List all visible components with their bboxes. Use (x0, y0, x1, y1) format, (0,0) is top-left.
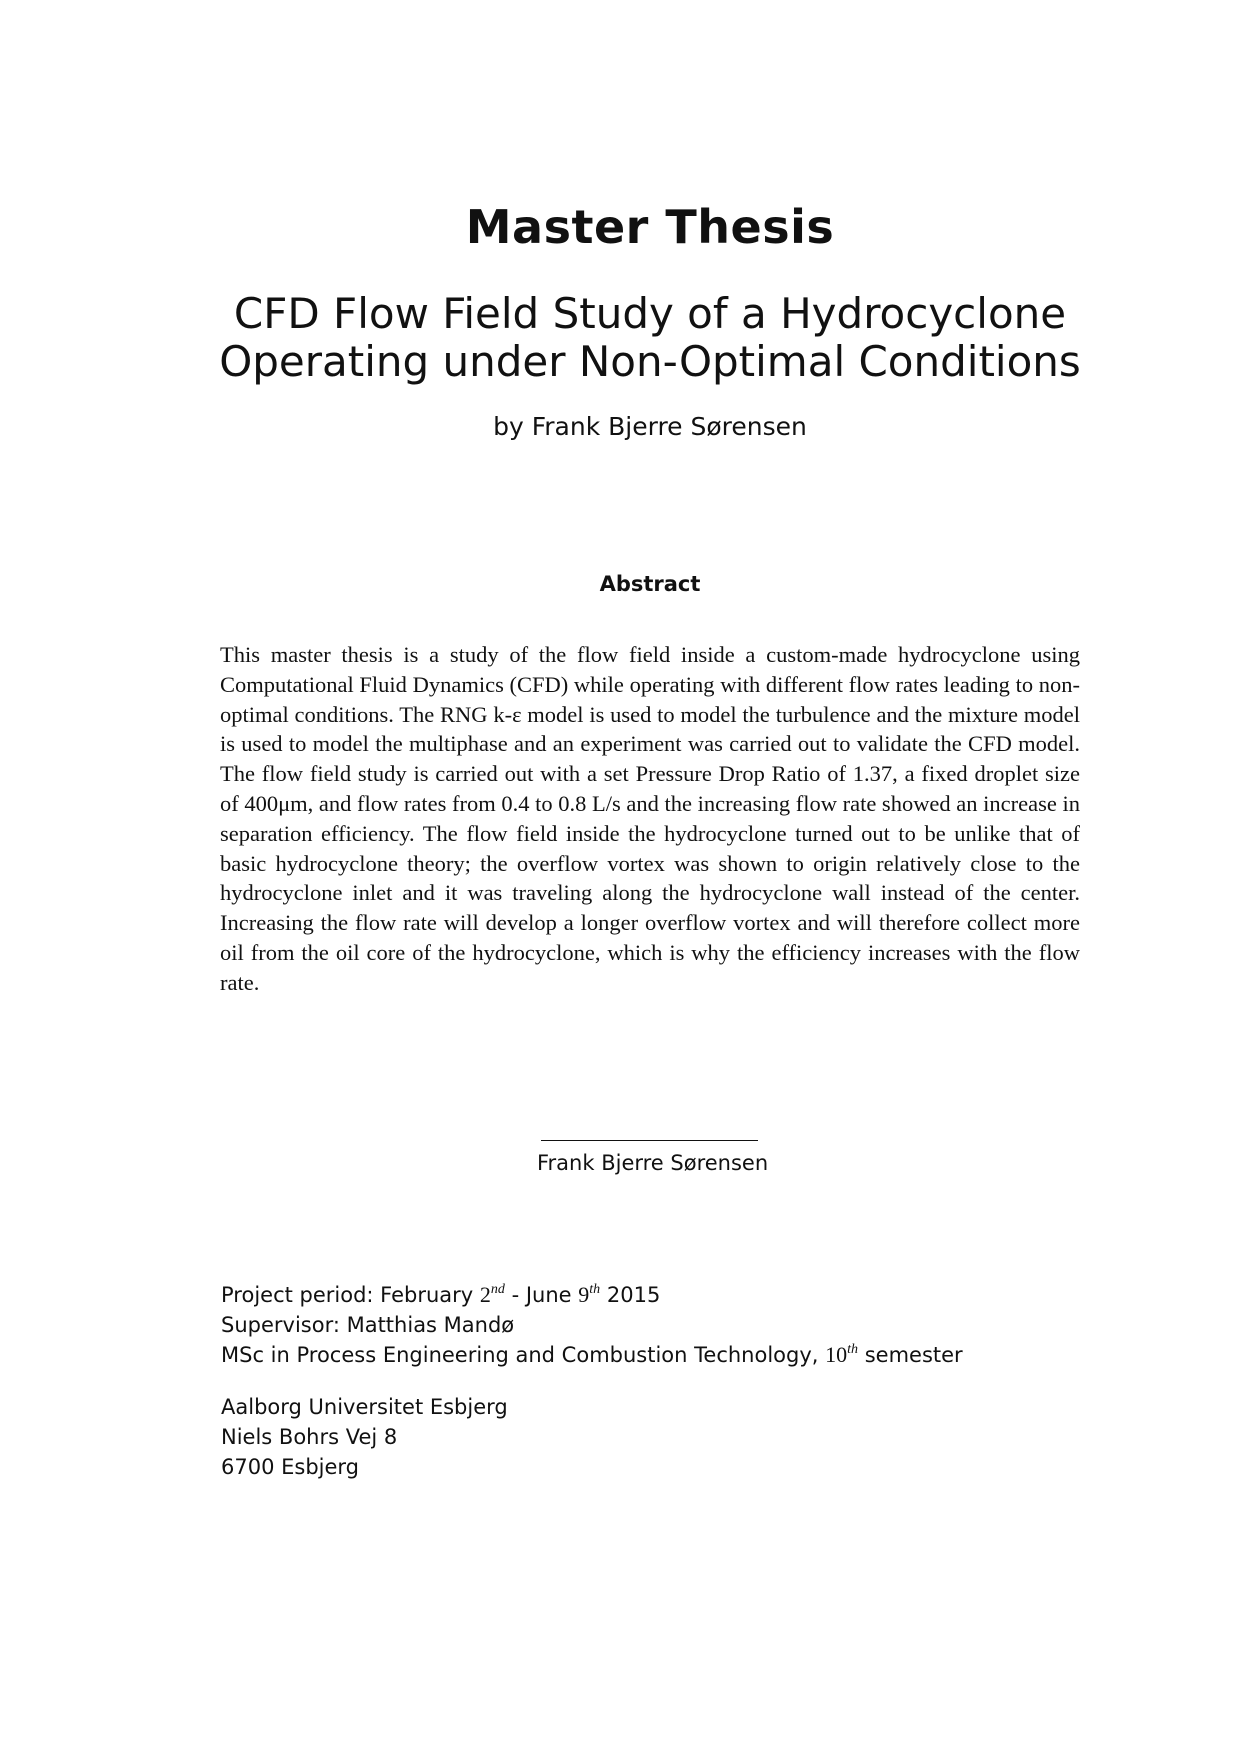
project-period (221, 1280, 963, 1310)
semester-suffix: th (847, 1342, 859, 1357)
project-year: 2015 (606, 1283, 661, 1307)
university-address (221, 1392, 508, 1482)
thesis-title: Master Thesis (465, 200, 835, 254)
project-info (221, 1280, 963, 1370)
signature-line (541, 1140, 758, 1141)
address-line-2: Niels Bohrs Vej 8 (221, 1425, 398, 1449)
semester-number: 10 (825, 1342, 848, 1367)
project-period-mid: - June (511, 1283, 572, 1307)
project-start-day: 2 (479, 1282, 491, 1307)
supervisor: Supervisor: Matthias Mandø (221, 1313, 515, 1337)
project-end-suffix: th (589, 1282, 601, 1297)
program (221, 1340, 963, 1370)
author-byline: by Frank Bjerre Sørensen (493, 412, 807, 441)
abstract-heading: Abstract (599, 572, 701, 596)
project-start-suffix: nd (490, 1282, 505, 1297)
thesis-subtitle (0, 290, 1241, 386)
subtitle-line-2: Operating under Non-Optimal Conditions (219, 337, 1081, 386)
address-line-1: Aalborg Universitet Esbjerg (221, 1395, 508, 1419)
semester-word: semester (864, 1343, 963, 1367)
subtitle-line-1: CFD Flow Field Study of a Hydrocyclone (233, 289, 1067, 338)
signature-block (537, 1140, 769, 1175)
address-line-3: 6700 Esbjerg (221, 1455, 360, 1479)
program-name: MSc in Process Engineering and Combustion Technology, (221, 1343, 819, 1367)
signature-name: Frank Bjerre Sørensen (537, 1151, 769, 1175)
abstract-body: This master thesis is a study of the flow field inside a custom-made hydrocyclone using Computational Fluid Dynamics (CFD) while operating with different flow rates leading to non-optimal conditions. The RNG k-ε model is used to model the turbulence and the mixture model is used to model the multiphase and an experiment was carried out to validate the CFD model. The flow field study is carried out with a set Pressure Drop Ratio of 1.37, a fixed droplet size of 400μm, and flow rates from 0.4 to 0.8 L/s and the increasing flow rate showed an increase in separation efficiency. The flow field inside the hydrocyclone turned out to be unlike that of basic hydrocyclone theory; the overflow vortex was shown to origin relatively close to the hydrocyclone inlet and it was traveling along the hydrocyclone wall instead of the center. Increasing the flow rate will develop a longer overflow vortex and will therefore collect more oil from the oil core of the hydrocyclone, which is why the efficiency increases with the flow rate. (220, 642, 1080, 995)
project-end-day: 9 (578, 1282, 590, 1307)
project-period-label: Project period: February (221, 1283, 474, 1307)
